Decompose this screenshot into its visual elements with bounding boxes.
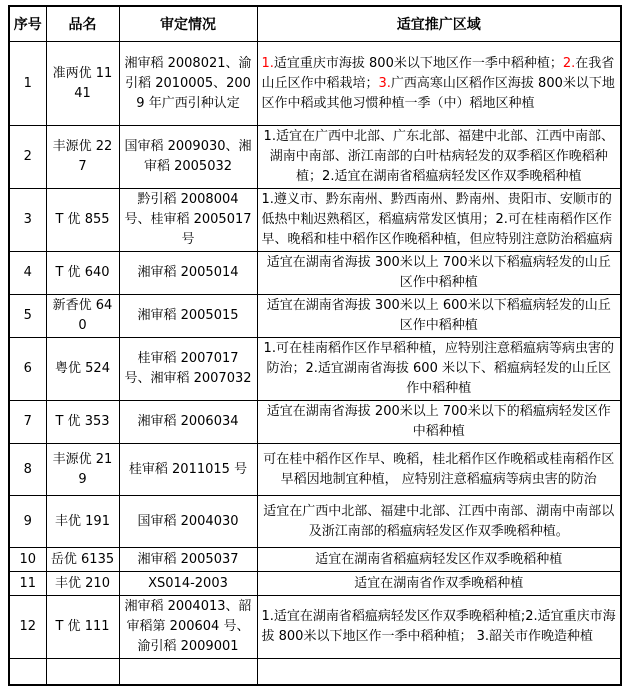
certification-cell: 湘审稻 2005014 [119,252,257,295]
variety-name-cell: T 优 640 [46,252,119,295]
table-row [9,596,621,659]
region-cell [257,295,621,338]
row-index-cell: 5 [9,295,46,338]
region-cell [257,338,621,401]
variety-name-cell: 丰优 191 [46,496,119,548]
region-cell [257,252,621,295]
certification-cell: XS014-2003 [119,572,257,596]
row-index-cell: 2 [9,126,46,189]
empty-cell [257,659,621,685]
region-list-number: 3. [378,75,391,91]
table-row [9,496,621,548]
variety-name-cell: 丰源优 227 [46,126,119,189]
table-row [9,444,621,496]
table-body [9,42,621,685]
certification-cell: 桂审稻 2011015 号 [119,444,257,496]
region-text: 广西高寒山区稻作区海拔 800米以下地区作中稻或其他习惯种植一季（中）稻地区种植 [261,75,615,111]
certification-cell: 湘审稻 2006034 [119,401,257,444]
table-row [9,401,621,444]
variety-name-cell: 丰源优 219 [46,444,119,496]
region-cell [257,572,621,596]
row-index-cell: 10 [9,548,46,572]
certification-cell: 湘审稻 2005015 [119,295,257,338]
region-cell [257,496,621,548]
variety-name-cell: T 优 855 [46,189,119,252]
row-index-cell: 1 [9,42,46,126]
table-row [9,548,621,572]
region-text: 适宜在湖南省海拔 300米以上 700米以下稻瘟病轻发的山丘区作中稻种植 [266,255,611,290]
table-row [9,42,621,126]
region-text: 适宜重庆市海拔 800米以下地区作一季中稻种植； [273,55,563,71]
region-text: 在我省山丘区作中稻栽培； [261,55,615,91]
region-cell [257,126,621,189]
region-cell [257,596,621,659]
table-row [9,338,621,401]
row-index-cell: 9 [9,496,46,548]
region-text: 适宜在湖南省稻瘟病轻发区作双季晚稻种植 [315,551,563,567]
partial-clipped-row [9,659,621,685]
column-header-index: 序号 [9,6,46,42]
header-row [9,6,621,42]
empty-cell [46,659,119,685]
region-cell [257,548,621,572]
region-text: 可在桂中稻作区作早、晚稻，桂北稻作区作晚稻或桂南稻作区早稻因地制宜种植， 应特别注意稻瘟病等病虫害的防治 [263,451,615,487]
region-text: 适宜在广西中北部、福建中北部、江西中南部、湖南中南部以及浙江南部的稻瘟病轻发区作双季晚稻种植。 [263,503,615,539]
row-index-cell: 7 [9,401,46,444]
region-text: 适宜在湖南省海拔 300米以上 600米以下稻瘟病轻发的山丘区作中稻种植 [266,298,611,333]
certification-cell: 国审稻 2009030、湘审稻 2005032 [119,126,257,189]
table-header [9,6,621,42]
variety-name-cell: 粤优 524 [46,338,119,401]
table-row [9,126,621,189]
column-header-certification: 审定情况 [119,6,257,42]
region-text: 1.遵义市、黔东南州、黔西南州、黔南州、贵阳市、安顺市的低热中籼迟熟稻区，稻瘟病常发区慎用；2.可在桂南稻作区作早、晚稻和桂中稻作区作晚稻种植，但应特别注意防治稻瘟病 [261,192,613,247]
column-header-region: 适宜推广区域 [257,6,621,42]
table-row [9,252,621,295]
certification-cell: 黔引稻 2008004 号、桂审稻 2005017 号 [119,189,257,252]
certification-cell: 国审稻 2004030 [119,496,257,548]
region-cell [257,401,621,444]
row-index-cell: 12 [9,596,46,659]
table-row [9,572,621,596]
row-index-cell: 3 [9,189,46,252]
region-cell [257,189,621,252]
rice-variety-table [8,5,622,686]
region-cell [257,42,621,126]
variety-name-cell: 新香优 640 [46,295,119,338]
region-text: 适宜在湖南省海拔 200米以上 700米以下的稻瘟病轻发区作中稻种植 [266,404,611,439]
table-row [9,189,621,252]
variety-name-cell: 准两优 1141 [46,42,119,126]
table-row [9,295,621,338]
variety-name-cell: T 优 111 [46,596,119,659]
row-index-cell: 8 [9,444,46,496]
certification-cell: 湘审稻 2005037 [119,548,257,572]
empty-cell [119,659,257,685]
region-text: 适宜在湖南省作双季晚稻种植 [354,575,524,591]
variety-name-cell: 丰优 210 [46,572,119,596]
row-index-cell: 6 [9,338,46,401]
region-list-number: 1. [261,55,274,71]
certification-cell: 湘审稻 2008021、渝引稻 2010005、2009 年广西引种认定 [119,42,257,126]
row-index-cell: 11 [9,572,46,596]
region-cell [257,444,621,496]
variety-name-cell: 岳优 6135 [46,548,119,572]
column-header-name: 品名 [46,6,119,42]
certification-cell: 桂审稻 2007017 号、湘审稻 2007032 [119,338,257,401]
row-index-cell: 4 [9,252,46,295]
region-text: 1.适宜在广西中北部、广东北部、福建中北部、江西中南部、湖南中南部、浙江南部的白叶枯病轻发的双季稻区作晚稻种植；2.适宜在湖南省稻瘟病轻发区作双季晚稻种植 [263,129,614,184]
variety-name-cell: T 优 353 [46,401,119,444]
empty-cell [9,659,46,685]
region-list-number: 2. [562,55,576,71]
certification-cell: 湘审稻 2004013、韶审稻第 200604 号、渝引稻 2009001 [119,596,257,659]
region-text: 1.适宜在湖南省稻瘟病轻发区作双季晚稻种植;2.适宜重庆市海拔 800米以下地区作一季中稻种植； 3.韶关市作晚造种植 [261,609,616,644]
region-text: 1.可在桂南稻作区作早稻种植，应特别注意稻瘟病等病虫害的防治；2.适宜湖南省海拔 600 米以下、稻瘟病轻发的山丘区作中稻种植 [263,341,614,396]
